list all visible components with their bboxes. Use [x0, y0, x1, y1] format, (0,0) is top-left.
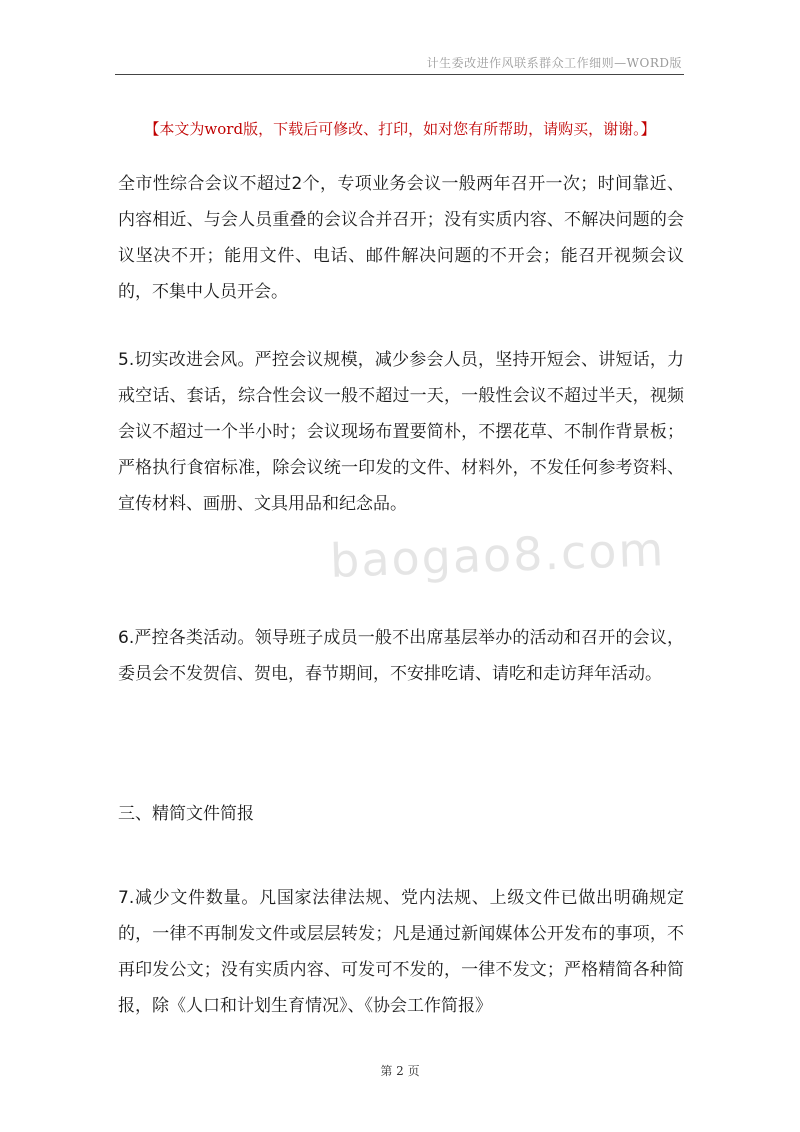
header-divider — [115, 74, 684, 75]
page-number: 第 2 页 — [380, 1064, 420, 1078]
paragraph-control-activities: 6.严控各类活动。领导班子成员一般不出席基层举办的活动和召开的会议，委员会不发贺信、贺电，春节期间，不安排吃请、请吃和走访拜年活动。 — [118, 628, 684, 684]
paragraph-improve-meeting-style: 5.切实改进会风。严控会议规模，减少参会人员，坚持开短会、讲短话，力戒空话、套话，综合性会议一般不超过一天，一般性会议不超过半天，视频会议不超过一个半小时；会议现场布置要简朴，不摆花草、不制作背景板；严格执行食宿标准，除会议统一印发的文件、材料外，不发任何参考资料、宣传材料、画册、文具用品和纪念品。 — [118, 350, 684, 514]
paragraph-meeting-limits: 全市性综合会议不超过2个，专项业务会议一般两年召开一次；时间靠近、内容相近、与会人员重叠的会议合并召开；没有实质内容、不解决问题的会议坚决不开；能用文件、电话、邮件解决问题的不开会；能召开视频会议的，不集中人员开会。 — [118, 174, 684, 302]
paragraph-reduce-documents: 7.减少文件数量。凡国家法律法规、党内法规、上级文件已做出明确规定的，一律不再制发文件或层层转发；凡是通过新闻媒体公开发布的事项，不再印发公文；没有实质内容、可发可不发的，一律不发文；严格精简各种简报，除《人口和计划生育情况》、《协会工作简报》 — [118, 888, 684, 1016]
header-title: 计生委改进作风联系群众工作细则—WORD版 — [426, 56, 682, 70]
purchase-notice: 【本文为word版，下载后可修改、打印，如对您有所帮助，请购买，谢谢。】 — [144, 120, 656, 138]
watermark: baogao8.com — [329, 522, 667, 588]
section-heading-simplify-documents: 三、精简文件简报 — [118, 804, 254, 824]
